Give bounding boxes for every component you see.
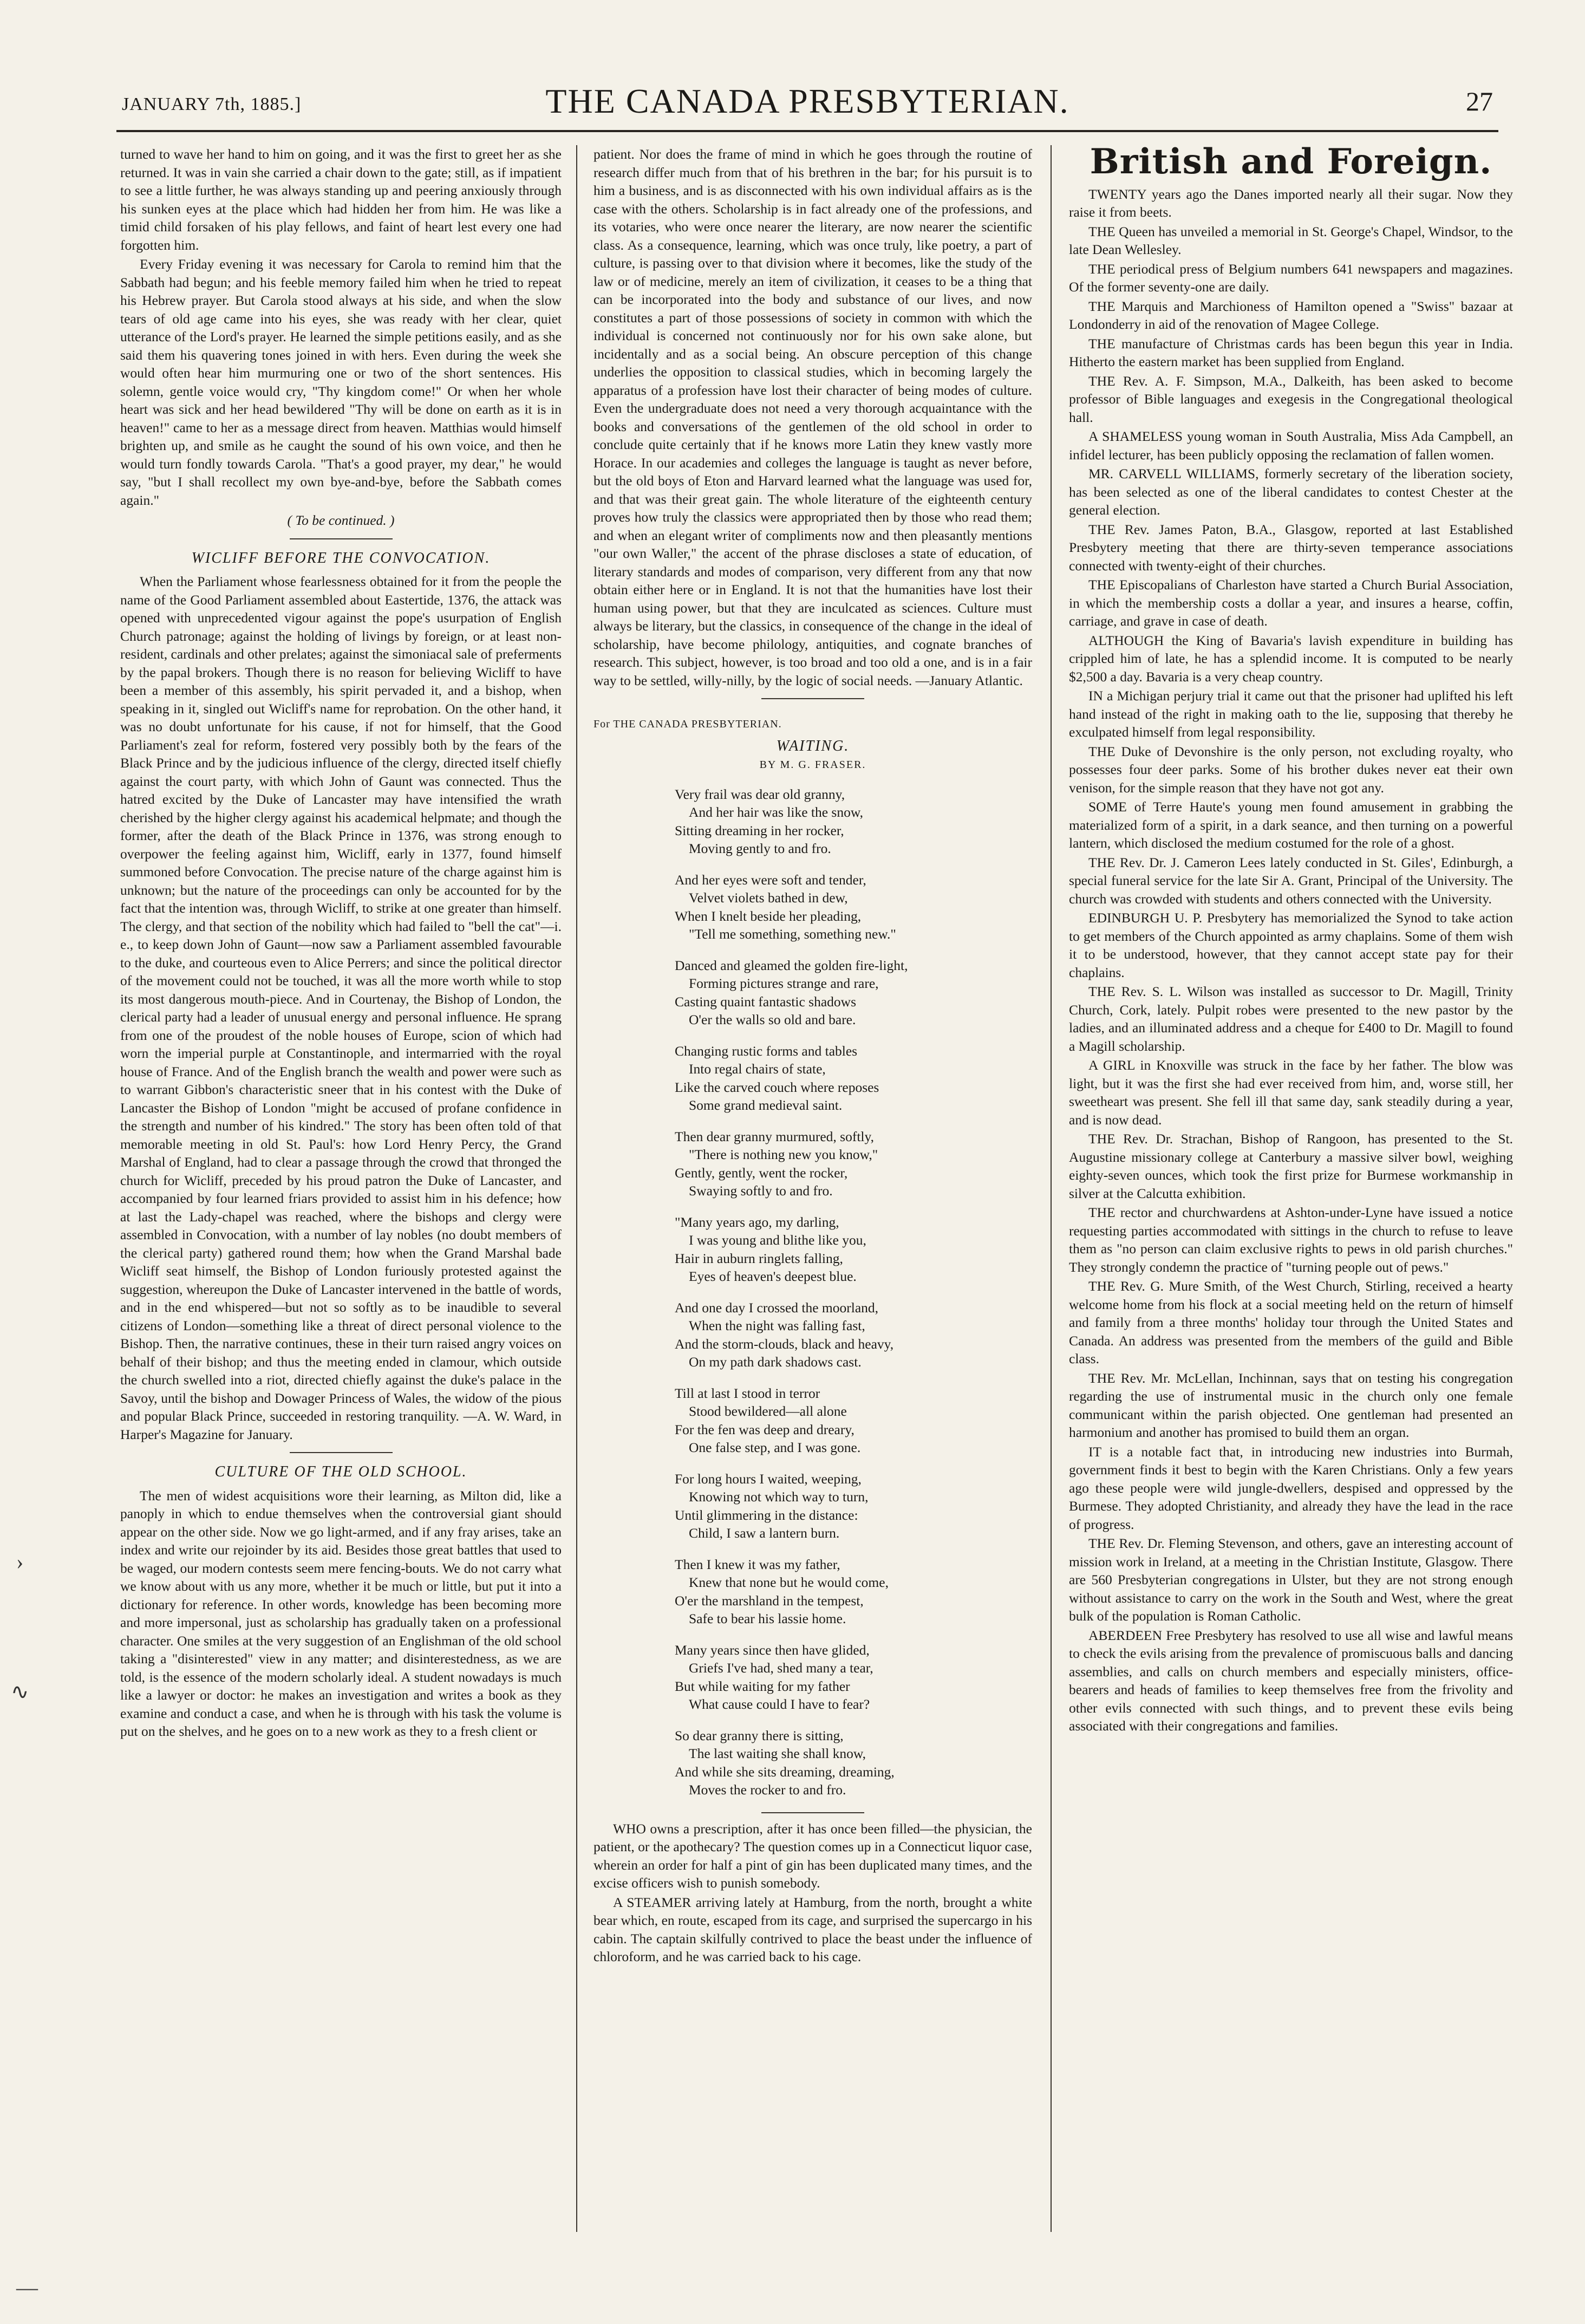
column-divider — [1051, 145, 1052, 2232]
poem-line: Forming pictures strange and rare, — [689, 975, 879, 991]
poem-line: Casting quaint fantastic shadows — [675, 993, 856, 1010]
article-title-wicliff: WICLIFF BEFORE THE CONVOCATION. — [191, 549, 491, 567]
news-item: THE Rev. A. F. Simpson, M.A., Dalkeith, has been asked to become professor of Bible languages and exegesis in the Congregational theological hall. — [1069, 373, 1513, 425]
poem-line: And one day I crossed the moorland, — [675, 1299, 879, 1316]
column-2 — [593, 145, 1032, 2237]
poem-stanza — [675, 1641, 1032, 1714]
issue-date: JANUARY 7th, 1885.] — [122, 94, 302, 114]
poem-line: Very frail was dear old granny, — [675, 786, 845, 802]
poem-line: O'er the marshland in the tempest, — [675, 1592, 864, 1609]
page-number: 27 — [1466, 86, 1493, 116]
news-item: THE Duke of Devonshire is the only person, not excluding royalty, who possesses four deer parks. Some of his brother dukes never eat their own venison, for the simple reason that they have not got any. — [1069, 743, 1513, 796]
to-be-continued-note: ( To be continued. ) — [287, 512, 395, 528]
news-item: THE Rev. James Paton, B.A., Glasgow, reported at last Established Presbytery meeting that there are thirty-seven temperance associations connected with twenty-eight of their churches. — [1069, 521, 1513, 574]
poem-line: One false step, and I was gone. — [689, 1440, 861, 1455]
news-item: THE Rev. S. L. Wilson was installed as successor to Dr. Magill, Trinity Church, Cork, lately. Pulpit robes were presented to the new pastor by the ladies, and an illuminated address and a cheque for £400 to Dr. Magill to found a Magill scholarship. — [1069, 984, 1513, 1054]
poem-line: Knew that none but he would come, — [689, 1574, 889, 1590]
news-item: THE Marquis and Marchioness of Hamilton opened a "Swiss" bazaar at Londonderry in aid of the renovation of Magee College. — [1069, 298, 1513, 332]
poem-line: "Many years ago, my darling, — [675, 1214, 839, 1230]
news-item: SOME of Terre Haute's young men found amusement in grabbing the materialized form of a spirit, in a dark seance, and then turning on a powerful lantern, which disclosed the medium costumed for the role of a ghost. — [1069, 799, 1513, 851]
news-item: WHO owns a prescription, after it has once been filled—the physician, the patient, or the apothecary? The question comes up in a Connecticut liquor case, wherein an order for half a pint of gin has been duplicated many times, and the excise officers wish to punish somebody. — [593, 1820, 1032, 1891]
poem-stanza — [675, 871, 1032, 943]
poem-line: For the fen was deep and dreary, — [675, 1421, 855, 1437]
column-3 — [1069, 145, 1513, 2237]
masthead-title: THE CANADA PRESBYTERIAN. — [545, 82, 1069, 120]
section-rule — [761, 698, 864, 699]
poem-line: Some grand medieval saint. — [689, 1097, 843, 1113]
news-item: THE manufacture of Christmas cards has been begun this year in India. Hitherto the eastern market has been supplied from England. — [1069, 335, 1513, 369]
poem-stanza — [675, 1042, 1032, 1115]
news-item: THE Rev. Mr. McLellan, Inchinnan, says that on testing his congregation regarding the use of instrumental music in the church only one female communicant within the parish objected. One gentleman had presented an harmonium and another has promised to build them an organ. — [1069, 1370, 1513, 1440]
poem-stanza — [675, 1727, 1032, 1799]
poem-line: So dear granny there is sitting, — [675, 1727, 844, 1743]
british-and-foreign-heading: British and Foreign. — [1090, 145, 1492, 182]
news-item: ALTHOUGH the King of Bavaria's lavish expenditure in building has crippled him of late, he has a splendid income. It is computed to be nearly $2,500 a day. Bavaria is a very cheap country. — [1069, 632, 1513, 685]
news-item: ABERDEEN Free Presbytery has resolved to use all wise and lawful means to check the evils arising from the prevalence of promiscuous balls and dancing assemblies, and calls on church members and especially ministers, office-bearers and heads of families to keep themselves free from the frivolity and other evils connected with such things, and to prevent these evils being associated with their congregations and families. — [1069, 1627, 1513, 1734]
section-rule — [290, 538, 393, 539]
poem-line: Changing rustic forms and tables — [675, 1043, 858, 1059]
page-header — [122, 76, 1493, 125]
section-rule — [761, 1812, 864, 1813]
news-item: THE Rev. Dr. Fleming Stevenson, and others, gave an interesting account of mission work in Ireland, at a meeting in the Christian Institute, Glasgow. There are 560 Presbyterian congregations in Ulster, but they are not strong enough without assistance to carry on the work in the South and West, where the great bulk of the population is Roman Catholic. — [1069, 1535, 1513, 1624]
poem-line: Gently, gently, went the rocker, — [675, 1164, 848, 1181]
news-item: MR. CARVELL WILLIAMS, formerly secretary of the liberation society, has been selected as one of the liberal candidates to contest Chester at the general election. — [1069, 466, 1513, 518]
poem-line: Stood bewildered—all alone — [689, 1403, 847, 1419]
poem-line: Sitting dreaming in her rocker, — [675, 822, 844, 838]
header-rule — [116, 130, 1498, 132]
news-item: A STEAMER arriving lately at Hamburg, from the north, brought a white bear which, en route, escaped from its cage, and surprised the supercargo in his cabin. The captain skilfully contrived to place the beast under the influence of chloroform, and he was carried back to his cage. — [593, 1894, 1032, 1964]
column-1 — [120, 145, 562, 2237]
poem-line: Moves the rocker to and fro. — [689, 1782, 846, 1798]
poem-line: Child, I saw a lantern burn. — [689, 1525, 840, 1541]
poem-line: Until glimmering in the distance: — [675, 1507, 858, 1523]
poem-line: On my path dark shadows cast. — [689, 1354, 862, 1370]
news-item: A GIRL in Knoxville was struck in the face by her father. The blow was light, but it was the first she had ever received from him, and, worse still, her sweetheart was present. She fell ill that same day, sank steadily during a year, and is now dead. — [1069, 1057, 1513, 1128]
poem-line: Moving gently to and fro. — [689, 841, 831, 856]
poem-stanza — [675, 1128, 1032, 1200]
poem-line: Into regal chairs of state, — [689, 1061, 826, 1077]
poem-line: When the night was falling fast, — [689, 1318, 865, 1333]
news-item: EDINBURGH U. P. Presbytery has memorialized the Synod to take action to get members of the Church appointed as army chaplains. Some of them wish it to be understood, however, that they cannot accept state pay for their chaplains. — [1069, 910, 1513, 980]
story-continuation-paragraph: Every Friday evening it was necessary for Carola to remind him that the Sabbath had begun; and his feeble memory failed him when he tried to repeat his Hebrew prayer. But Carola stood always at his side, and when the slow tears of old age came into his eyes, she was ready with her clear, quiet utterance of the Lord's prayer. He learned the simple petitions easily, and as she said them his quavering tones joined in with hers. Even during the week she would often hear him murmuring one or two of the short sentences. His solemn, gentle voice would cry, "Thy kingdom come!" Or when her whole heart was sick and her head bewildered "Thy will be done on earth as it is in heaven!" came to her as a message direct from heaven. Matthias would himself brighten up, and smile as he caught the sound of his own voice, and then he would turn fondly towards Carola. "That's a good prayer, my dear," he would say, "but I shall recollect my own bye-and-bye, before the Sabbath comes again." — [120, 256, 562, 508]
poem-line: But while waiting for my father — [675, 1678, 850, 1694]
poem-title: WAITING. — [776, 737, 850, 754]
news-item: THE rector and churchwardens at Ashton-under-Lyne have issued a notice requesting parties accommodated with sittings in the church to refuse to leave them as "no person can claim exclusive rights to pews in old parish churches." They strongly condemn the practice of "turning people out of pews." — [1069, 1205, 1513, 1275]
news-item: A SHAMELESS young woman in South Australia, Miss Ada Campbell, an infidel lecturer, has been publicly opposing the reclamation of fallen women. — [1069, 428, 1513, 463]
article-body-culture: The men of widest acquisitions wore their learning, as Milton did, like a panoply in which to endue themselves when the controversial giant should appear on the other side. Now we go light-armed, and if any fray arises, take an index and write our rejoinder by its aid. Besides those great battles that used to be waged, our modern contests seem mere fencing-bouts. We do not carry what we know about with us any more, whether it be much or little, but put it into a dictionary for reference. In other words, knowledge has been becoming more and more impersonal, just as scholarship has gradually taken on a professional character. One smiles at the very suggestion of an Englishman of the old school taking a "disinterested" view in any matter; and disinterestedness, as we are told, is the essence of the modern scholarly ideal. A student nowadays is much like a lawyer or doctor: he makes an investigation and writes a book as they examine and conduct a case, and when he is through with his task the volume is put on the shelves, and he goes on to a new work as they to a fresh client or — [120, 1487, 562, 1739]
column-divider — [576, 145, 577, 2232]
poem-line: And her eyes were soft and tender, — [675, 871, 866, 888]
article-body-wicliff: When the Parliament whose fearlessness obtained for it from the people the name of the Good Parliament assembled about Eastertide, 1376, the attack was opened with unprecedented vigour against the pope's usurpation of English Church patronage; against the holding of livings by foreign, or at least non-resident, cardinals and other prelates; against the simoniacal sale of preferments by the papal brokers. Though there is no reason for believing Wicliff to have been a member of this assembly, his spirit pervaded it, and a bishop, when speaking in it, singled out Wicliff's name for reprobation. On the other hand, it was no doubt unfortunate for his cause, if not for himself, that the Good Parliament's zeal for reform, fostered very possibly both by the fears of the Black Prince and by the judicious influence of the clergy, directed itself chiefly against the court party, with which John of Gaunt was connected. Thus the hatred excited by the Duke of Lancaster may have intensified the wrath cherished by the higher clergy against his academical helpmate; and though the former, after the death of the Black Prince in 1376, was strong enough to overpower the feeling against him, Wicliff, early in 1377, found himself summoned before Convocation. The precise nature of the charge against him is unknown; but the nature of the proceedings can only be accounted for by the fact that the intention was, through Wicliff, to strike at one greater than himself. The clergy, and that section of the nobility which had failed to "bell the cat"—i. e., to keep down John of Gaunt—now saw a Parliament assembled favourable to the duke, and courteous even to Alice Perrers; and since the political director of the movement could not be touched, it was all the more worth while to stop its most dangerous mouth-piece. And in Courtenay, the Bishop of London, the clerical party had a leader of unusual energy and personal influence. He sprang from one of the proudest of the noble houses of Europe, scion of which had worn the imperial purple at Constantinople, and intermarried with the royal house of France. And of the English branch the wealth and power were such as to warrant Gibbon's characteristic sneer that in his contest with the Duke of Lancaster the Bishop of London "might be accused of profane confidence in the strength and number of his kindred." The story has been often told of that memorable meeting in old St. Paul's: how Lord Henry Percy, the Grand Marshal of England, had to clear a passage through the crowd that thronged the church for Wicliff, preceded by his proud patron the Duke of Lancaster, and accompanied by four learned friars provided to assist him in his defence; how at last the Lady-chapel was reached, where the bishops and clergy were assembled in Convocation, with a number of lay nobles (no doubt members of the clerical party) gathered round them; how when the Grand Marshal bade Wicliff seat himself, the Bishop of London furiously protested against the suggestion, whereupon the Duke of Lancaster intervened in the battle of words, and in the end whispered—but not so softly as to be inaudible to several citizens of London—something like a threat of direct personal violence to the Bishop. Then, the narrative continues, these in their turn raised angry voices on behalf of their bishop; and thus the meeting ended in clamour, which outside the church swelled into a riot, directed chiefly against the duke's palace in the Savoy, until the bishop and Dowager Princess of Wales, the widow of the pious and popular Black Prince, succeeded in restoring tranquility. —A. W. Ward, in Harper's Magazine for January. — [120, 574, 562, 1442]
poem-dedication: For THE CANADA PRESBYTERIAN. — [593, 718, 782, 730]
article-body-culture-continued: patient. Nor does the frame of mind in which he goes through the routine of research differ much from that of his brethren in the bar; for his pursuit is to him a business, and is as disconnected with his own individual affairs as is the case with the others. Scholarship is in fact already one of the professions, and its votaries, who were once nearer the literary, are now nearer the scientific class. As a consequence, learning, which was once truly, like poetry, a part of culture, is passing over to that division where it becomes, like the study of the law or of medicine, merely an item of civilization, it ceases to be a thing that can be incorporated into the body and substance of our lives, and now constitutes a part of those possessions of society in common with which the individual is concerned not continuously nor for his own sake alone, but incidentally and as a social being. An obscure perception of this change underlies the opposition to classical studies, which in becoming largely the apparatus of a profession have lost their character of being modes of culture. Even the undergraduate does not need a very thorough acquaintance with the books and conversations of the gentlemen of the old school in order to conclude quite certainly that if he knows more Latin they knew vastly more Horace. In our academies and colleges the language is taught as never before, but the old boys of Eton and Harvard learned what the language was used for, and that was their great gain. The whole literature of the eighteenth century proves how truly the classics were appropriated then by those who read them; and when an elegant writer of compliments now and then pleasantly mentions "our own Waller," the accent of the phrase discloses a state of education, of literary standards and modes of comparison, very different from any that now obtain either here or in England. It is not that the humanities have lost their human using power, but that they are inculcated as sciences. Culture must always be literary, but the classics, in consequence of the change in the ideal of scholarship, have become philology, antiquities, and cognate branches of research. This subject, however, is too broad and too old a one, and is in a fair way to be settled, willy-nilly, by the logic of social needs. —January Atlantic. — [593, 146, 1032, 688]
news-item: THE periodical press of Belgium numbers 641 newspapers and magazines. Of the former seventy-one are daily. — [1069, 261, 1513, 295]
poem-line: Hair in auburn ringlets falling, — [675, 1250, 843, 1266]
poem-line: Safe to bear his lassie home. — [689, 1611, 846, 1626]
poem-line: Danced and gleamed the golden fire-light, — [675, 957, 908, 973]
margin-mark: ∿ — [11, 1679, 29, 1704]
poem-line: And her hair was like the snow, — [689, 804, 863, 820]
news-item: IN a Michigan perjury trial it came out that the prisoner had uplifted his left hand instead of the right in making oath to the lie, supposing that thereby he exculpated himself from legal responsibility. — [1069, 688, 1513, 740]
poem-line: And while she sits dreaming, dreaming, — [675, 1763, 895, 1780]
poem-stanza — [675, 1299, 1032, 1371]
poem-line: O'er the walls so old and bare. — [689, 1012, 856, 1027]
poem-line: What cause could I have to fear? — [689, 1696, 870, 1712]
poem-line: Many years since then have glided, — [675, 1642, 870, 1658]
poem-line: Till at last I stood in terror — [675, 1385, 820, 1401]
poem-line: When I knelt beside her pleading, — [675, 908, 862, 924]
news-item: THE Queen has unveiled a memorial in St. George's Chapel, Windsor, to the late Dean Wellesley. — [1069, 223, 1513, 257]
poem-line: Eyes of heaven's deepest blue. — [689, 1268, 857, 1284]
story-continuation-paragraph: turned to wave her hand to him on going, and it was the first to greet her as she returned. It was in vain she carried a chair down to the gate; still, as if impatient to see a little further, he was always standing up and peering anxiously through his sunken eyes at the place which had hidden her from him. He was like a timid child forsaken of his play fellows, and faint of heart lest every one had forgotten him. — [120, 146, 562, 253]
poem-line: Like the carved couch where reposes — [675, 1079, 879, 1095]
poem-line: And the storm-clouds, black and heavy, — [675, 1336, 894, 1352]
poem-stanza — [675, 1384, 1032, 1457]
poem-line: Swaying softly to and fro. — [689, 1183, 833, 1199]
poem-line: For long hours I waited, weeping, — [675, 1470, 862, 1487]
news-item: IT is a notable fact that, in introducing new industries into Burmah, government finds it best to begin with the Karen Christians. Only a few years ago these people were wild jungle-dwellers, despised and oppressed by the Burmese. They adopted Christianity, and already they have the lead in the race of progress. — [1069, 1443, 1513, 1532]
margin-mark: › — [16, 1550, 24, 1574]
news-item: THE Rev. Dr. Strachan, Bishop of Rangoon, has presented to the St. Augustine missionary college at Canterbury a massive silver bowl, weighing eighty-seven ounces, which took the first prize for Burmese workmanship in silver at the Calcutta exhibition. — [1069, 1131, 1513, 1201]
poem-byline: BY M. G. FRASER. — [759, 759, 866, 771]
poem-line: Griefs I've had, shed many a tear, — [689, 1660, 873, 1676]
poem-line: "There is nothing new you know," — [689, 1147, 878, 1162]
british-and-foreign-items — [1069, 185, 1513, 1735]
poem-line: Velvet violets bathed in dew, — [689, 890, 848, 906]
news-item: TWENTY years ago the Danes imported nearly all their sugar. Now they raise it from beets. — [1069, 186, 1513, 220]
news-item: THE Episcopalians of Charleston have started a Church Burial Association, in which the membership costs a dollar a year, and insures a hearse, coffin, carriage, and grave in case of death. — [1069, 577, 1513, 629]
section-rule — [290, 1452, 393, 1453]
poem-line: Then I knew it was my father, — [675, 1556, 840, 1572]
poem-line: The last waiting she shall know, — [689, 1746, 866, 1761]
poem-stanza — [675, 1555, 1032, 1628]
poem-stanza — [675, 956, 1032, 1029]
article-title-culture: CULTURE OF THE OLD SCHOOL. — [214, 1463, 467, 1480]
margin-mark: — — [16, 2275, 38, 2300]
news-item: THE Rev. G. Mure Smith, of the West Church, Stirling, received a hearty welcome home from his flock at a social meeting held on the return of himself and family from a three months' holiday tour through the United States and Canada. An address was presented from the members of the guild and Bible class. — [1069, 1278, 1513, 1366]
poem-line: I was young and blithe like you, — [689, 1232, 866, 1248]
poem-line: "Tell me something, something new." — [689, 926, 896, 942]
poem-line: Knowing not which way to turn, — [689, 1489, 869, 1505]
poem-stanza — [675, 1213, 1032, 1286]
poem-waiting — [593, 785, 1032, 1799]
news-item: THE Rev. Dr. J. Cameron Lees lately conducted in St. Giles', Edinburgh, a special funeral service for the late Sir A. Grant, Principal of the University. The church was crowded with students and others connected with the University. — [1069, 854, 1513, 907]
poem-stanza — [675, 785, 1032, 858]
poem-stanza — [675, 1470, 1032, 1542]
poem-line: Then dear granny murmured, softly, — [675, 1128, 874, 1144]
